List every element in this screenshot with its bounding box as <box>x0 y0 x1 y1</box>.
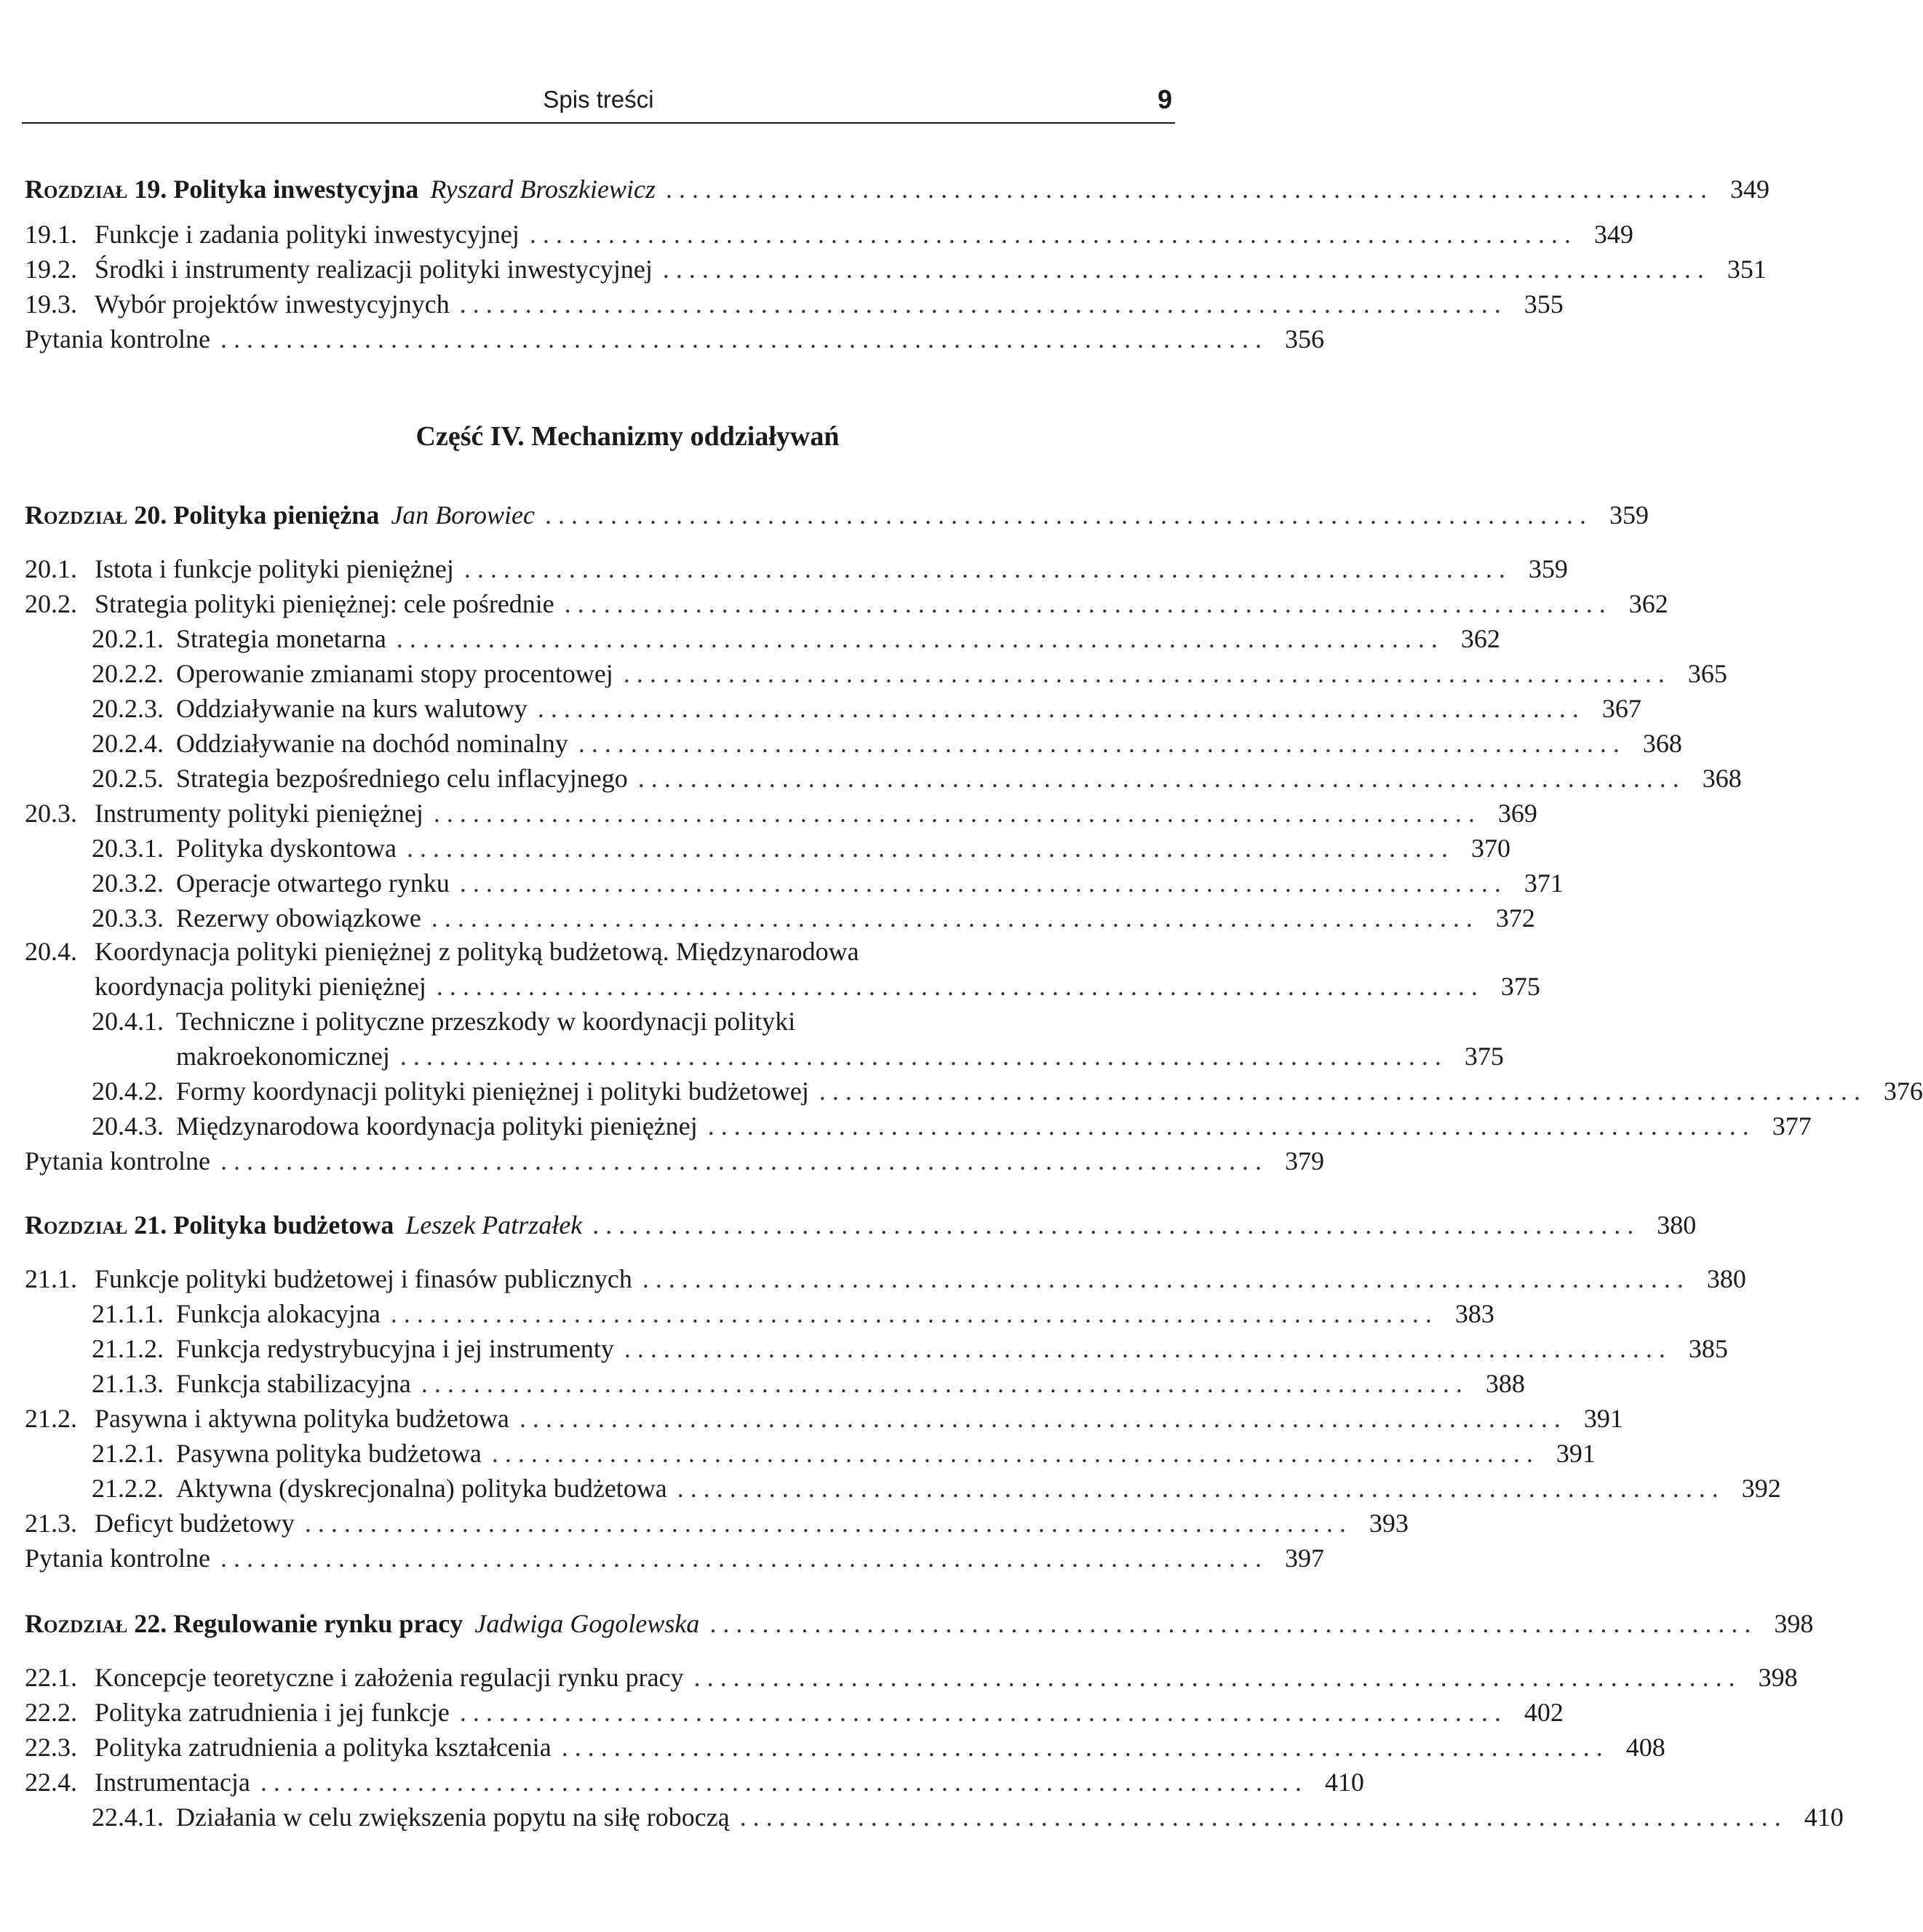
chapter-author: Ryszard Broszkiewicz <box>430 175 656 204</box>
entry-number: 22.1. <box>25 1663 77 1692</box>
entry-number: 20.1. <box>25 554 77 583</box>
entry-title: Strategia monetarna <box>176 624 386 653</box>
chapter-author: Leszek Patrzałek <box>405 1210 583 1240</box>
dot-leader <box>260 1765 1302 1800</box>
dot-leader <box>709 1606 1751 1641</box>
entry-number: 21.2.2. <box>92 1474 164 1503</box>
entry-page: 392 <box>1741 1474 1781 1503</box>
entry-page: 385 <box>1688 1334 1728 1363</box>
dot-leader <box>663 252 1704 287</box>
entry-page: 368 <box>1702 764 1742 793</box>
toc-subentry <box>92 726 1682 761</box>
toc-entry-questions <box>25 1143 1324 1178</box>
dot-leader <box>305 1506 1346 1541</box>
entry-number: 20.2.5. <box>92 764 164 793</box>
entry-title: Wybór projektów inwestycyjnych <box>95 290 450 319</box>
entry-page: 370 <box>1471 834 1510 863</box>
dot-leader <box>460 1695 1501 1730</box>
entry-title: Polityka zatrudnienia a polityka kształcenia <box>95 1733 552 1762</box>
toc-subentry <box>92 1366 1525 1401</box>
running-title: Spis treści <box>543 86 654 113</box>
dot-leader <box>460 287 1501 322</box>
entry-title: Formy koordynacji polityki pieniężnej i polityki budżetowej <box>176 1077 809 1106</box>
entry-number: 22.4.1. <box>92 1803 164 1832</box>
entry-page: 376 <box>1883 1077 1923 1106</box>
entry-page: 365 <box>1687 659 1727 688</box>
entry-title: Operowanie zmianami stopy procentowej <box>176 659 613 688</box>
entry-title: Polityka dyskontowa <box>176 834 397 863</box>
chapter-21-heading <box>25 1208 1697 1242</box>
entry-page: 368 <box>1642 729 1682 758</box>
toc-entry-questions <box>25 1541 1324 1576</box>
toc-subentry <box>92 831 1510 866</box>
entry-title: Koncepcje teoretyczne i założenia regulacji rynku pracy <box>95 1663 684 1692</box>
dot-leader <box>538 691 1579 726</box>
toc-entry <box>25 969 1540 1004</box>
entry-page: 377 <box>1772 1111 1812 1141</box>
dot-leader <box>624 1331 1665 1366</box>
toc-subentry-first-line <box>92 1004 795 1039</box>
chapter-title: Regulowanie rynku pracy <box>173 1609 463 1638</box>
chapter-page: 380 <box>1657 1210 1697 1240</box>
entry-page: 410 <box>1804 1803 1844 1832</box>
chapter-19-heading <box>25 172 1769 207</box>
entry-title: Funkcja alokacyjna <box>176 1299 381 1328</box>
entry-title: Polityka zatrudnienia i jej funkcje <box>95 1698 450 1727</box>
entry-page: 349 <box>1593 220 1633 249</box>
entry-title: Działania w celu zwiększenia popytu na siłę roboczą <box>176 1803 730 1832</box>
entry-page: 397 <box>1284 1544 1324 1573</box>
dot-leader <box>220 1143 1262 1178</box>
dot-leader <box>431 901 1473 935</box>
entry-page: 410 <box>1324 1768 1364 1797</box>
toc-entry <box>25 551 1568 586</box>
toc-subentry <box>92 1471 1781 1506</box>
entry-title: Oddziaływanie na kurs walutowy <box>176 694 527 723</box>
entry-number: 21.1.2. <box>92 1334 164 1363</box>
entry-title: Istota i funkcje polityki pieniężnej <box>95 554 454 583</box>
entry-page: 372 <box>1495 903 1535 933</box>
dot-leader <box>460 866 1501 901</box>
entry-number: 21.1.1. <box>92 1299 164 1328</box>
entry-page: 402 <box>1524 1698 1564 1727</box>
dot-leader <box>694 1660 1735 1695</box>
dot-leader <box>624 656 1665 691</box>
entry-page: 362 <box>1460 624 1500 653</box>
toc-entry <box>25 1261 1746 1296</box>
entry-title: Instrumenty polityki pieniężnej <box>95 799 423 828</box>
entry-title: Pytania kontrolne <box>25 1544 210 1573</box>
entry-number: 21.2. <box>25 1404 77 1433</box>
toc-subentry <box>92 656 1727 691</box>
part-title: Część IV. Mechanizmy oddziaływań <box>415 421 840 452</box>
entry-number: 22.2. <box>25 1698 77 1727</box>
entry-title: Międzynarodowa koordynacja polityki pieniężnej <box>176 1111 698 1141</box>
toc-entry <box>25 1695 1564 1730</box>
entry-title: Strategia polityki pieniężnej: cele pośrednie <box>95 589 554 618</box>
dot-leader <box>421 1366 1462 1401</box>
entry-title: Pytania kontrolne <box>25 1146 210 1175</box>
toc-entry <box>25 217 1633 252</box>
entry-number: 20.2.4. <box>92 729 164 758</box>
dot-leader <box>437 969 1478 1004</box>
entry-number: 19.2. <box>25 255 77 284</box>
dot-leader <box>740 1800 1781 1835</box>
entry-number: 22.4. <box>25 1768 77 1797</box>
dot-leader <box>530 217 1571 252</box>
chapter-page: 398 <box>1774 1609 1814 1638</box>
chapter-page: 349 <box>1729 175 1769 204</box>
entry-number: 20.2.2. <box>92 659 164 688</box>
dot-leader <box>519 1401 1561 1436</box>
chapter-20-heading <box>25 498 1649 532</box>
entry-number: 22.3. <box>25 1733 77 1762</box>
entry-title: Pasywna i aktywna polityka budżetowa <box>95 1404 509 1433</box>
entry-number: 20.4.3. <box>92 1111 164 1141</box>
toc-subentry <box>92 1074 1923 1109</box>
chapter-label: Rozdział 19. <box>25 175 167 204</box>
entry-title: Funkcje polityki budżetowej i finasów publicznych <box>95 1264 632 1293</box>
entry-title: Pasywna polityka budżetowa <box>176 1439 482 1468</box>
entry-number: 20.3.1. <box>92 834 164 863</box>
entry-page: 362 <box>1628 589 1668 618</box>
toc-entry <box>25 1730 1665 1765</box>
running-header <box>22 79 1175 124</box>
toc-subentry <box>92 901 1535 935</box>
entry-title: Funkcja stabilizacyjna <box>176 1369 411 1398</box>
entry-page: 355 <box>1524 290 1564 319</box>
dot-leader <box>677 1471 1719 1506</box>
entry-page: 398 <box>1758 1663 1798 1692</box>
entry-title: Strategia bezpośredniego celu inflacyjnego <box>176 764 628 793</box>
entry-title: Deficyt budżetowy <box>95 1509 295 1538</box>
chapter-22-heading <box>25 1606 1814 1641</box>
entry-page: 351 <box>1727 255 1767 284</box>
entry-number: 20.4.2. <box>92 1077 164 1106</box>
toc-subentry <box>92 1800 1844 1835</box>
chapter-label: Rozdział 22. <box>25 1609 167 1638</box>
entry-number: 21.3. <box>25 1509 77 1538</box>
toc-subentry <box>92 1039 1504 1074</box>
entry-number: 20.3.3. <box>92 903 164 933</box>
toc-entry <box>25 796 1537 831</box>
entry-title-line2: makroekonomicznej <box>176 1042 390 1071</box>
entry-number: 21.1.3. <box>92 1369 164 1398</box>
toc-entry-questions <box>25 322 1324 356</box>
entry-number: 20.2. <box>25 589 77 618</box>
toc-subentry <box>92 621 1500 656</box>
toc-entry <box>25 586 1668 621</box>
dot-leader <box>407 831 1448 866</box>
entry-page: 379 <box>1284 1146 1324 1175</box>
entry-number: 21.2.1. <box>92 1439 164 1468</box>
dot-leader <box>666 172 1707 207</box>
chapter-page: 359 <box>1609 500 1649 530</box>
toc-entry-first-line <box>25 934 859 969</box>
entry-page: 391 <box>1583 1404 1623 1433</box>
entry-page: 388 <box>1485 1369 1525 1398</box>
entry-number: 21.1. <box>25 1264 77 1293</box>
entry-title: Funkcja redystrybucyjna i jej instrumenty <box>176 1334 614 1363</box>
toc-subentry <box>92 1436 1596 1471</box>
toc-subentry <box>92 1331 1728 1366</box>
entry-title: Pytania kontrolne <box>25 324 210 354</box>
entry-title-line1: Techniczne i polityczne przeszkody w koordynacji polityki <box>176 1007 796 1036</box>
entry-title-line1: Koordynacja polityki pieniężnej z polityką budżetową. Międzynarodowa <box>95 937 859 966</box>
entry-page: 375 <box>1500 972 1540 1001</box>
chapter-label: Rozdział 20. <box>25 500 167 530</box>
dot-leader <box>578 726 1620 761</box>
entry-page: 380 <box>1706 1264 1746 1293</box>
entry-title: Środki i instrumenty realizacji polityki inwestycyjnej <box>95 255 653 284</box>
entry-number: 20.4.1. <box>92 1007 164 1036</box>
entry-number: 19.3. <box>25 290 77 319</box>
chapter-author: Jadwiga Gogolewska <box>474 1609 700 1638</box>
entry-number: 20.3.2. <box>92 869 164 898</box>
dot-leader <box>642 1261 1684 1296</box>
toc-subentry <box>92 1296 1494 1331</box>
entry-number: 20.2.1. <box>92 624 164 653</box>
entry-page: 369 <box>1497 799 1537 828</box>
chapter-title: Polityka inwestycyjna <box>173 175 419 204</box>
dot-leader <box>562 1730 1603 1765</box>
toc-subentry <box>92 691 1641 726</box>
dot-leader <box>391 1296 1432 1331</box>
toc-subentry <box>92 866 1564 901</box>
entry-page: 359 <box>1528 554 1568 583</box>
dot-leader <box>464 551 1505 586</box>
entry-page: 393 <box>1369 1509 1409 1538</box>
toc-entry <box>25 1506 1409 1541</box>
dot-leader <box>220 1541 1262 1576</box>
entry-number: 20.2.3. <box>92 694 164 723</box>
toc-entry <box>25 252 1767 287</box>
dot-leader <box>638 761 1679 796</box>
entry-page: 408 <box>1625 1733 1665 1762</box>
toc-entry <box>25 287 1564 322</box>
entry-page: 383 <box>1454 1299 1494 1328</box>
entry-number: 19.1. <box>25 220 77 249</box>
dot-leader <box>492 1436 1533 1471</box>
entry-number: 20.3. <box>25 799 77 828</box>
chapter-title: Polityka pieniężna <box>173 500 380 530</box>
entry-title: Funkcje i zadania polityki inwestycyjnej <box>95 220 519 249</box>
entry-page: 356 <box>1284 324 1324 354</box>
entry-title: Aktywna (dyskrecjonalna) polityka budżetowa <box>176 1474 667 1503</box>
dot-leader <box>434 796 1475 831</box>
toc-subentry <box>92 761 1742 796</box>
dot-leader <box>545 498 1586 532</box>
entry-page: 367 <box>1601 694 1641 723</box>
entry-page: 371 <box>1524 869 1564 898</box>
entry-title: Instrumentacja <box>95 1768 250 1797</box>
toc-entry <box>25 1660 1798 1695</box>
entry-title-line2: koordynacja polityki pieniężnej <box>95 972 426 1001</box>
dot-leader <box>708 1109 1749 1143</box>
toc-entry <box>25 1401 1623 1436</box>
dot-leader <box>400 1039 1441 1074</box>
toc-subentry <box>92 1109 1812 1143</box>
dot-leader <box>397 621 1438 656</box>
entry-title: Oddziaływanie na dochód nominalny <box>176 729 568 758</box>
entry-number: 20.4. <box>25 937 77 966</box>
dot-leader <box>592 1208 1633 1242</box>
chapter-label: Rozdział 21. <box>25 1210 167 1240</box>
page-number: 9 <box>1157 84 1172 114</box>
chapter-author: Jan Borowiec <box>391 500 535 530</box>
dot-leader <box>819 1074 1860 1109</box>
entry-title: Operacje otwartego rynku <box>176 869 450 898</box>
entry-page: 391 <box>1556 1439 1596 1468</box>
entry-page: 375 <box>1464 1042 1504 1071</box>
chapter-title: Polityka budżetowa <box>173 1210 394 1240</box>
dot-leader <box>220 322 1262 356</box>
toc-entry <box>25 1765 1364 1800</box>
dot-leader <box>565 586 1606 621</box>
entry-title: Rezerwy obowiązkowe <box>176 903 421 933</box>
